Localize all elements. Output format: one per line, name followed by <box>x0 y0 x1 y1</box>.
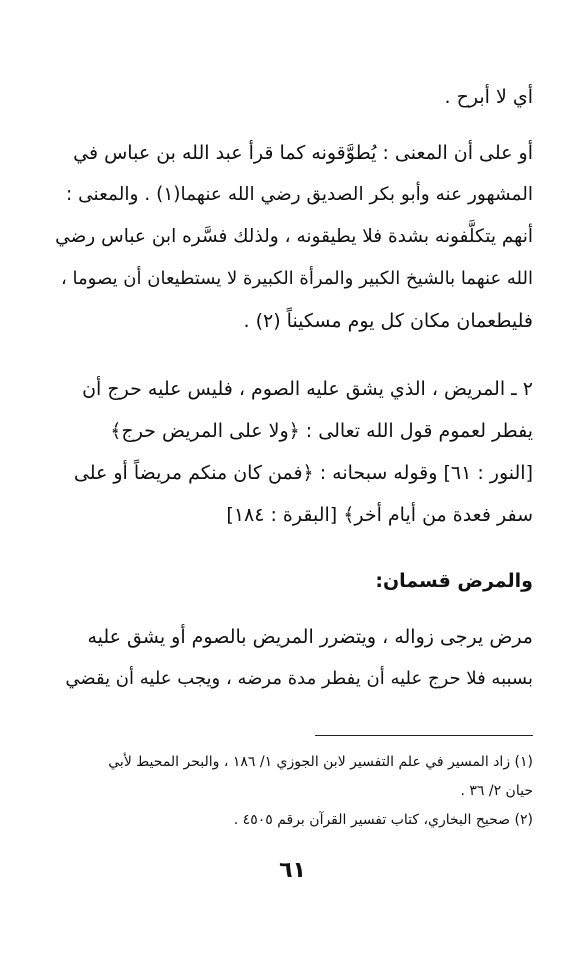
paragraph-2 <box>55 132 533 342</box>
text-line: يفطر لعموم قول الله تعالى : ﴿ولا على المريض حرج﴾ <box>110 420 533 442</box>
section-heading-block <box>55 560 533 602</box>
paragraph-1 <box>55 76 533 118</box>
text-line: المشهور عنه وأبو بكر الصديق رضي الله عنهما(١) . والمعنى : <box>66 184 533 205</box>
footnotes <box>55 748 533 835</box>
footnote-separator <box>315 735 533 736</box>
footnote-line: حيان ٢/ ٣٦ . <box>460 783 533 799</box>
text-line: مرض يرجى زواله ، ويتضرر المريض بالصوم أو يشق عليه <box>87 626 533 648</box>
page-number: ٦١ <box>279 858 306 883</box>
text-line: الله عنهما بالشيخ الكبير والمرأة الكبيرة لا يستطيعان أن يصوما ، <box>61 268 533 289</box>
footnote-line: (٢) صحيح البخاري، كتاب تفسير القرآن برقم ٤٥٠٥ . <box>233 812 533 828</box>
paragraph-4 <box>55 616 533 700</box>
paragraph-3 <box>55 368 533 536</box>
text-line: أي لا أبرح . <box>444 86 533 108</box>
text-line: سفر فعدة من أيام أخر﴾ [البقرة : ١٨٤] <box>226 504 533 526</box>
text-line: فليطعمان مكان كل يوم مسكيناً (٢) . <box>243 310 533 332</box>
text-line: ٢ ـ المريض ، الذي يشق عليه الصوم ، فليس عليه حرج أن <box>82 378 533 400</box>
text-line: أو على أن المعنى : يُطوَّقونه كما قرأ عبد الله بن عباس في <box>73 142 533 164</box>
text-line: [النور : ٦١] وقوله سبحانه : ﴿فمن كان منكم مريضاً أو على <box>73 462 533 484</box>
text-line: أنهم يتكلَّفونه بشدة فلا يطيقونه ، ولذلك فسَّره ابن عباس رضي <box>55 226 533 247</box>
text-line: بسببه فلا حرج عليه أن يفطر مدة مرضه ، ويجب عليه أن يقضي <box>65 668 533 689</box>
section-heading: والمرض قسمان: <box>375 570 533 592</box>
footnote-line: (١) زاد المسير في علم التفسير لابن الجوزي ١/ ١٨٦ ، والبحر المحيط لأبي <box>108 754 533 770</box>
